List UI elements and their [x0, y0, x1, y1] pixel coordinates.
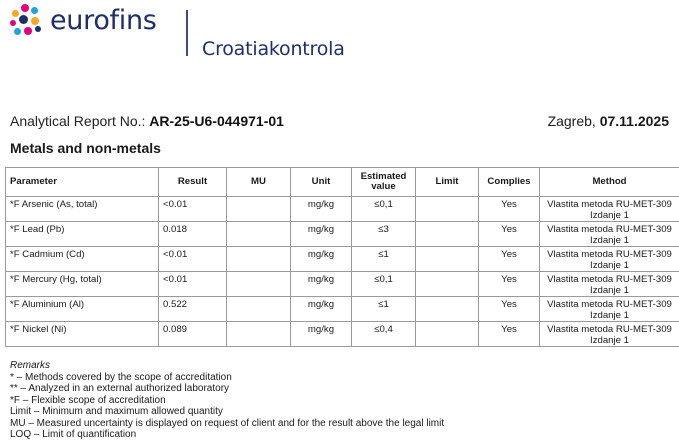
cell-estimated: ≤0,1	[352, 197, 416, 222]
cell-parameter: *F Cadmium (Cd)	[6, 247, 159, 272]
method-line2: Izdanje 1	[590, 309, 629, 321]
column-header-estimated: Estimated value	[352, 168, 416, 197]
remarks-title: Remarks	[10, 360, 51, 371]
eurofins-logo	[10, 4, 157, 38]
cell-estimated: ≤1	[352, 297, 416, 322]
cell-complies: Yes	[479, 297, 540, 322]
cell-unit: mg/kg	[291, 222, 352, 247]
report-number-line	[10, 112, 284, 130]
cell-estimated: ≤0,4	[352, 322, 416, 347]
cell-limit	[416, 322, 479, 347]
remark-line: * – Methods covered by the scope of accreditation	[10, 371, 232, 383]
cell-mu	[227, 322, 291, 347]
cell-unit: mg/kg	[291, 297, 352, 322]
method-line1: Vlastita metoda RU-MET-309	[547, 199, 672, 210]
cell-limit	[416, 197, 479, 222]
cell-parameter: *F Mercury (Hg, total)	[6, 272, 159, 297]
cell-result: 0.018	[159, 222, 227, 247]
cell-mu	[227, 222, 291, 247]
table-row	[6, 247, 679, 272]
cell-mu	[227, 197, 291, 222]
column-header-method: Method	[540, 168, 679, 197]
cell-parameter: *F Aluminium (Al)	[6, 297, 159, 322]
cell-result: 0.522	[159, 297, 227, 322]
cell-result: <0.01	[159, 272, 227, 297]
method-line1: Vlastita metoda RU-MET-309	[547, 224, 672, 235]
method-line2: Izdanje 1	[590, 209, 629, 221]
cell-method	[540, 197, 679, 222]
cell-parameter: *F Arsenic (As, total)	[6, 197, 159, 222]
table-row	[6, 297, 679, 322]
method-line1: Vlastita metoda RU-MET-309	[547, 299, 672, 310]
method-line1: Vlastita metoda RU-MET-309	[547, 274, 672, 285]
cell-estimated: ≤1	[352, 247, 416, 272]
method-line2: Izdanje 1	[590, 334, 629, 346]
cell-mu	[227, 272, 291, 297]
cell-unit: mg/kg	[291, 197, 352, 222]
cell-limit	[416, 297, 479, 322]
remark-line: MU – Measured uncertainty is displayed on request of client and for the result above the legal limit	[10, 417, 445, 429]
header-divider	[186, 10, 188, 56]
cell-complies: Yes	[479, 272, 540, 297]
cell-method	[540, 247, 679, 272]
report-place: Zagreb,	[547, 113, 596, 129]
table-header-row	[6, 168, 679, 197]
column-header-result: Result	[159, 168, 227, 197]
cell-method	[540, 222, 679, 247]
report-date: 07.11.2025	[599, 113, 669, 129]
cell-method	[540, 322, 679, 347]
method-line1: Vlastita metoda RU-MET-309	[547, 324, 672, 335]
remark-line: *F – Flexible scope of accreditation	[10, 394, 166, 406]
table-row	[6, 197, 679, 222]
cell-limit	[416, 247, 479, 272]
cell-unit: mg/kg	[291, 272, 352, 297]
method-line2: Izdanje 1	[590, 259, 629, 271]
method-line1: Vlastita metoda RU-MET-309	[547, 249, 672, 260]
method-line2: Izdanje 1	[590, 284, 629, 296]
cell-estimated: ≤0,1	[352, 272, 416, 297]
brand-name: eurofins	[50, 5, 157, 36]
table-row	[6, 272, 679, 297]
cell-result: <0.01	[159, 247, 227, 272]
cell-mu	[227, 247, 291, 272]
place-date	[548, 112, 669, 130]
cell-unit: mg/kg	[291, 247, 352, 272]
remarks-block	[10, 360, 444, 441]
column-header-limit: Limit	[416, 168, 479, 197]
cell-complies: Yes	[479, 222, 540, 247]
cell-limit	[416, 272, 479, 297]
cell-estimated: ≤3	[352, 222, 416, 247]
column-header-unit: Unit	[291, 168, 352, 197]
column-header-complies: Complies	[479, 168, 540, 197]
table-row	[6, 322, 679, 347]
cell-complies: Yes	[479, 247, 540, 272]
cell-unit: mg/kg	[291, 322, 352, 347]
cell-complies: Yes	[479, 197, 540, 222]
remark-line: ** – Analyzed in an external authorized laboratory	[10, 383, 230, 394]
cell-result: 0.089	[159, 322, 227, 347]
results-table	[5, 167, 679, 347]
column-header-mu: MU	[227, 168, 291, 197]
section-title: Metals and non-metals	[10, 140, 161, 156]
column-header-parameter: Parameter	[6, 168, 159, 197]
cell-method	[540, 272, 679, 297]
remark-line: Limit – Minimum and maximum allowed quantity	[10, 406, 223, 417]
cell-result: <0.01	[159, 197, 227, 222]
cell-mu	[227, 297, 291, 322]
report-number: AR-25-U6-044971-01	[149, 113, 284, 129]
cell-method	[540, 297, 679, 322]
table-row	[6, 222, 679, 247]
method-line2: Izdanje 1	[590, 234, 629, 246]
subsidiary-name: Croatiakontrola	[202, 38, 345, 60]
cell-complies: Yes	[479, 322, 540, 347]
cell-limit	[416, 222, 479, 247]
remark-line: LOQ – Limit of quantification	[10, 429, 137, 440]
cell-parameter: *F Nickel (Ni)	[6, 322, 159, 347]
cell-parameter: *F Lead (Pb)	[6, 222, 159, 247]
report-number-label: Analytical Report No.:	[10, 113, 146, 129]
eurofins-logo-icon	[10, 4, 44, 38]
